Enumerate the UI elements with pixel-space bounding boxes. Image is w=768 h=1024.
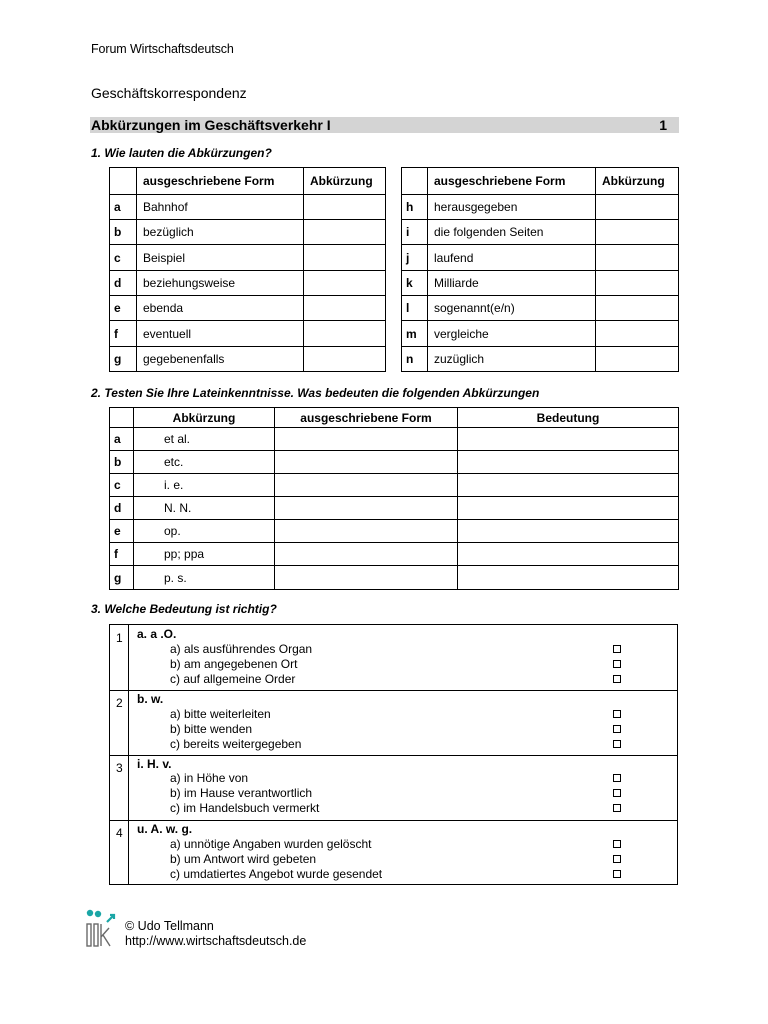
page-title: Abkürzungen im Geschäftsverkehr I (91, 117, 331, 133)
abbr-answer-field[interactable] (304, 271, 386, 296)
row-abbr: N. N. (134, 497, 275, 520)
option-checkbox[interactable] (613, 855, 621, 863)
table-row (110, 321, 386, 347)
option-checkbox[interactable] (613, 774, 621, 782)
option-checkbox[interactable] (613, 740, 621, 748)
meaning-answer-field[interactable] (458, 428, 679, 451)
option-checkbox[interactable] (613, 645, 621, 653)
table-row (110, 347, 386, 372)
option-checkbox[interactable] (613, 789, 621, 797)
row-letter: l (402, 296, 428, 321)
meaning-answer-field[interactable] (458, 520, 679, 543)
row-divider (110, 755, 677, 756)
abbr-header: Abkürzung (304, 168, 386, 195)
row-form: gegebenenfalls (137, 347, 304, 372)
abbr-table-right (401, 167, 679, 372)
question-2: 2. Testen Sie Ihre Lateinkenntnisse. Was bedeuten die folgenden Abkürzungen (91, 386, 540, 400)
option-label: a) in Höhe von (170, 771, 249, 785)
row-abbr: pp; ppa (134, 543, 275, 566)
row-letter: e (110, 520, 134, 543)
abbr-header: Abkürzung (596, 168, 679, 195)
table-row (402, 321, 679, 347)
abbr-answer-field[interactable] (596, 220, 679, 245)
row-letter: k (402, 271, 428, 296)
table-row (402, 296, 679, 321)
table-row (402, 220, 679, 245)
item-number: 2 (116, 696, 123, 710)
option-checkbox[interactable] (613, 840, 621, 848)
option-label: b) um Antwort wird gebeten (170, 852, 317, 866)
table-row (110, 474, 679, 497)
abbr-answer-field[interactable] (304, 220, 386, 245)
row-abbr: etc. (134, 451, 275, 474)
form-header: ausgeschriebene Form (137, 168, 304, 195)
option-checkbox[interactable] (613, 660, 621, 668)
row-form: vergleiche (428, 321, 596, 347)
table-row (110, 296, 386, 321)
row-form: Milliarde (428, 271, 596, 296)
row-letter: i (402, 220, 428, 245)
table-row (110, 520, 679, 543)
row-form: Bahnhof (137, 195, 304, 220)
row-letter: c (110, 474, 134, 497)
abbr-answer-field[interactable] (304, 347, 386, 372)
row-form: bezüglich (137, 220, 304, 245)
meaning-answer-field[interactable] (458, 474, 679, 497)
table-row (110, 497, 679, 520)
option-label: a) bitte weiterleiten (170, 707, 271, 721)
row-letter: d (110, 271, 137, 296)
abbr-answer-field[interactable] (304, 296, 386, 321)
abbr-answer-field[interactable] (596, 347, 679, 372)
table-row (402, 271, 679, 296)
abbr-answer-field[interactable] (596, 296, 679, 321)
row-letter: e (110, 296, 137, 321)
option-checkbox[interactable] (613, 870, 621, 878)
option-checkbox[interactable] (613, 675, 621, 683)
form-answer-field[interactable] (275, 474, 458, 497)
abbr-answer-field[interactable] (596, 195, 679, 220)
row-abbr: p. s. (134, 566, 275, 590)
row-form: zuzüglich (428, 347, 596, 372)
option-label: c) auf allgemeine Order (170, 672, 296, 686)
option-label: b) bitte wenden (170, 722, 253, 736)
abbr-answer-field[interactable] (596, 271, 679, 296)
item-abbr: b. w. (137, 692, 164, 706)
option-label: c) umdatiertes Angebot wurde gesendet (170, 867, 383, 881)
meaning-answer-field[interactable] (458, 543, 679, 566)
table-row (110, 271, 386, 296)
abbr-table-left (109, 167, 386, 372)
table-row (402, 195, 679, 220)
table-row (110, 245, 386, 271)
subject-heading: Geschäftskorrespondenz (91, 85, 247, 101)
table-row (110, 566, 679, 590)
row-letter: c (110, 245, 137, 271)
row-divider (110, 820, 677, 821)
row-letter: g (110, 566, 134, 590)
row-form: sogenannt(e/n) (428, 296, 596, 321)
option-label: c) im Handelsbuch vermerkt (170, 801, 320, 815)
row-abbr: i. e. (134, 474, 275, 497)
row-letter: h (402, 195, 428, 220)
abbr-answer-field[interactable] (304, 245, 386, 271)
meaning-answer-field[interactable] (458, 566, 679, 590)
forum-name: Forum Wirtschaftsdeutsch (91, 42, 234, 56)
abbr-header: Abkürzung (134, 408, 275, 428)
latin-table (109, 407, 679, 590)
row-form: herausgegeben (428, 195, 596, 220)
row-letter: a (110, 195, 137, 220)
multiple-choice-box (109, 624, 678, 885)
row-form: Beispiel (137, 245, 304, 271)
option-checkbox[interactable] (613, 804, 621, 812)
question-3: 3. Welche Bedeutung ist richtig? (91, 602, 277, 616)
row-letter: j (402, 245, 428, 271)
option-label: a) unnötige Angaben wurden gelöscht (170, 837, 372, 851)
form-answer-field[interactable] (275, 428, 458, 451)
letter-header (402, 168, 428, 195)
table-row (402, 347, 679, 372)
row-form: laufend (428, 245, 596, 271)
table-row (110, 220, 386, 245)
page-number: 1 (659, 117, 667, 133)
letter-header (110, 408, 134, 428)
abbr-answer-field[interactable] (304, 195, 386, 220)
option-label: b) am angegebenen Ort (170, 657, 298, 671)
row-form: beziehungsweise (137, 271, 304, 296)
row-form: ebenda (137, 296, 304, 321)
table-row (110, 451, 679, 474)
option-label: a) als ausführendes Organ (170, 642, 313, 656)
row-letter: a (110, 428, 134, 451)
form-answer-field[interactable] (275, 566, 458, 590)
row-letter: m (402, 321, 428, 347)
option-checkbox[interactable] (613, 710, 621, 718)
row-abbr: et al. (134, 428, 275, 451)
table-row (110, 428, 679, 451)
form-answer-field[interactable] (275, 520, 458, 543)
letter-header (110, 168, 137, 195)
website-link[interactable]: http://www.wirtschaftsdeutsch.de (125, 934, 307, 948)
row-letter: b (110, 220, 137, 245)
form-answer-field[interactable] (275, 497, 458, 520)
question-1: 1. Wie lauten die Abkürzungen? (91, 146, 272, 160)
row-letter: n (402, 347, 428, 372)
row-form: die folgenden Seiten (428, 220, 596, 245)
option-label: b) im Hause verantwortlich (170, 786, 313, 800)
wirtschaftsdeutsch-logo-icon (85, 906, 119, 948)
row-form: eventuell (137, 321, 304, 347)
item-abbr: a. a .O. (137, 627, 177, 641)
row-letter: g (110, 347, 137, 372)
row-letter: f (110, 321, 137, 347)
copyright-text: © Udo Tellmann (125, 919, 214, 933)
item-number: 4 (116, 826, 123, 840)
option-checkbox[interactable] (613, 725, 621, 733)
row-letter: d (110, 497, 134, 520)
meaning-header: Bedeutung (458, 408, 679, 428)
table-row (402, 245, 679, 271)
form-header: ausgeschriebene Form (275, 408, 458, 428)
item-abbr: u. A. w. g. (137, 822, 193, 836)
table-row (110, 195, 386, 220)
row-letter: f (110, 543, 134, 566)
meaning-answer-field[interactable] (458, 451, 679, 474)
form-answer-field[interactable] (275, 543, 458, 566)
option-label: c) bereits weitergegeben (170, 737, 302, 751)
row-abbr: op. (134, 520, 275, 543)
item-abbr: i. H. v. (137, 757, 172, 771)
abbr-answer-field[interactable] (596, 245, 679, 271)
row-letter: b (110, 451, 134, 474)
row-divider (110, 690, 677, 691)
table-row (110, 543, 679, 566)
form-header: ausgeschriebene Form (428, 168, 596, 195)
abbr-answer-field[interactable] (304, 321, 386, 347)
form-answer-field[interactable] (275, 451, 458, 474)
item-number: 1 (116, 631, 123, 645)
item-number: 3 (116, 761, 123, 775)
page-title-bar (90, 117, 679, 133)
meaning-answer-field[interactable] (458, 497, 679, 520)
abbr-answer-field[interactable] (596, 321, 679, 347)
